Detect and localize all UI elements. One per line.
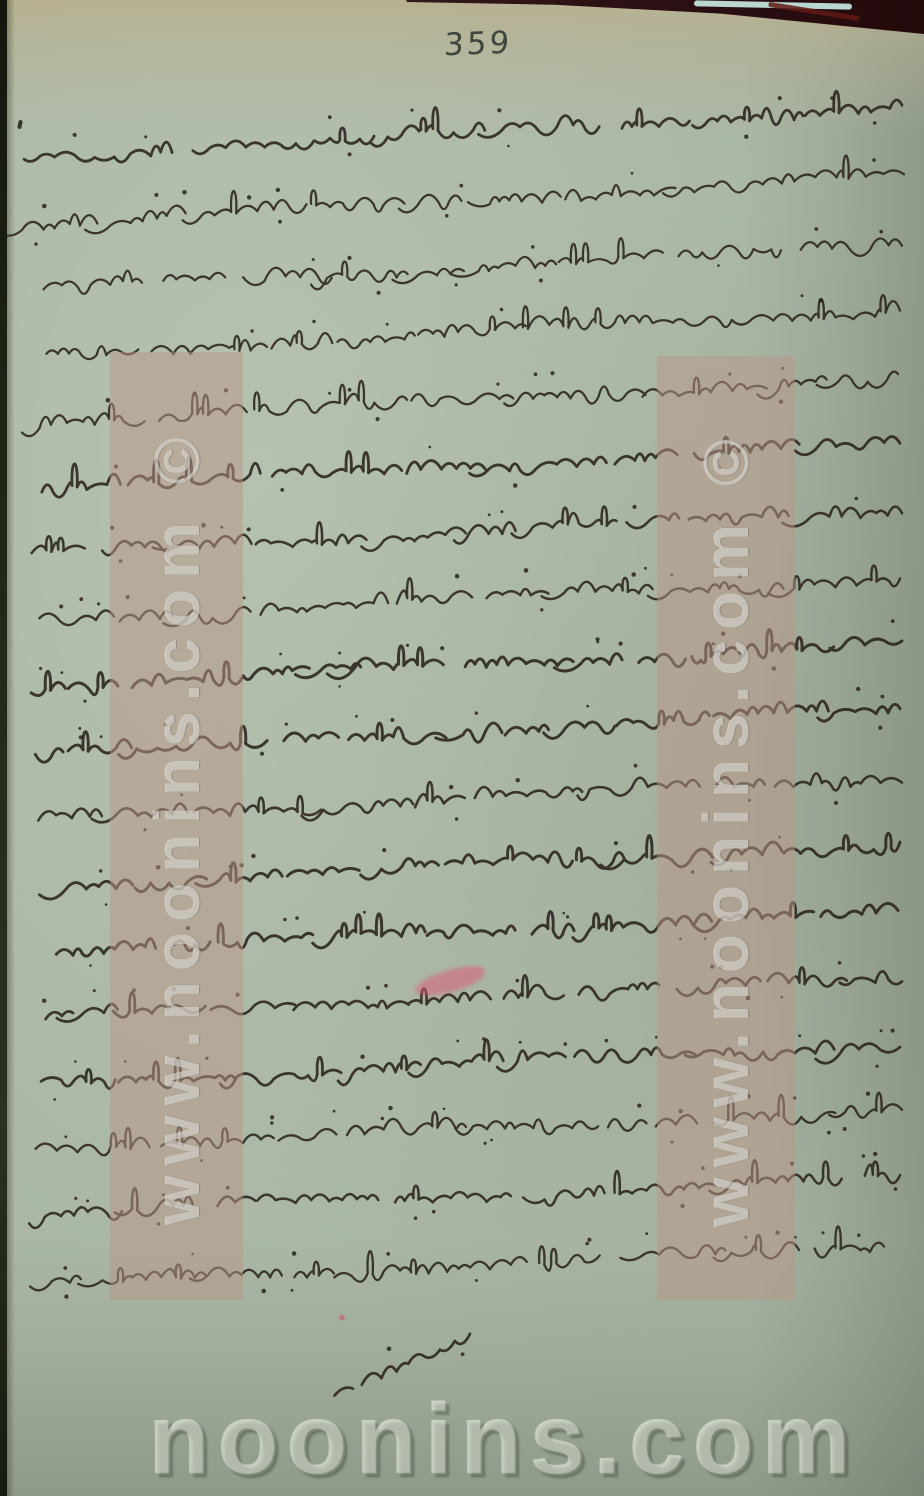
watermark-right-band bbox=[657, 356, 795, 1300]
diacritic-dot bbox=[645, 1232, 648, 1235]
diacritic-dot bbox=[862, 1154, 866, 1158]
diacritic-dot bbox=[587, 1238, 591, 1242]
diacritic-dot bbox=[534, 372, 538, 376]
diacritic-dot bbox=[878, 726, 882, 730]
diacritic-dot bbox=[519, 1041, 522, 1044]
diacritic-dot bbox=[386, 1252, 390, 1256]
diacritic-dot bbox=[855, 497, 859, 501]
watermark-left-text: www.noonins.com © bbox=[140, 427, 213, 1225]
diacritic-dot bbox=[443, 1108, 446, 1111]
diacritic-dot bbox=[818, 298, 822, 302]
diacritic-dot bbox=[540, 608, 543, 611]
diacritic-dot bbox=[432, 1210, 436, 1214]
diacritic-dot bbox=[79, 597, 83, 601]
diacritic-dot bbox=[285, 723, 288, 726]
diacritic-dot bbox=[89, 964, 92, 967]
book-gutter-edge bbox=[0, 0, 7, 1496]
diacritic-dot bbox=[384, 984, 388, 988]
diacritic-dot bbox=[328, 115, 332, 119]
watermark-bottom-text: noonins.com bbox=[150, 1385, 861, 1496]
diacritic-dot bbox=[516, 778, 520, 782]
diacritic-dot bbox=[93, 989, 96, 992]
diacritic-dot bbox=[459, 184, 463, 188]
diacritic-dot bbox=[631, 172, 634, 175]
diacritic-dot bbox=[283, 918, 287, 922]
diacritic-dot bbox=[879, 230, 883, 234]
diacritic-dot bbox=[428, 446, 431, 449]
diacritic-dot bbox=[333, 1110, 336, 1113]
diacritic-dot bbox=[516, 979, 520, 983]
diacritic-dot bbox=[42, 204, 47, 209]
diacritic-dot bbox=[838, 961, 842, 965]
diacritic-dot bbox=[279, 653, 282, 656]
diacritic-dot bbox=[381, 1117, 384, 1120]
diacritic-dot bbox=[99, 869, 102, 872]
diacritic-dot bbox=[550, 371, 554, 375]
diacritic-dot bbox=[387, 1347, 392, 1352]
diacritic-dot bbox=[390, 718, 394, 722]
diacritic-dot bbox=[338, 685, 341, 688]
diacritic-dot bbox=[363, 911, 366, 914]
diacritic-dot bbox=[596, 641, 599, 644]
diacritic-dot bbox=[247, 527, 251, 531]
diacritic-dot bbox=[857, 1234, 860, 1237]
diacritic-dot bbox=[513, 483, 518, 488]
diacritic-dot bbox=[894, 1187, 898, 1191]
diacritic-dot bbox=[500, 510, 503, 513]
diacritic-dot bbox=[717, 264, 720, 267]
diacritic-dot bbox=[291, 1289, 294, 1292]
diacritic-dot bbox=[251, 854, 255, 858]
diacritic-dot bbox=[83, 700, 86, 703]
diacritic-dot bbox=[830, 96, 834, 100]
diacritic-dot bbox=[801, 294, 804, 297]
diacritic-dot bbox=[312, 258, 315, 261]
diacritic-dot bbox=[564, 1042, 568, 1046]
diacritic-dot bbox=[873, 121, 877, 125]
diacritic-dot bbox=[154, 193, 158, 197]
diacritic-dot bbox=[97, 602, 100, 605]
diacritic-dot bbox=[891, 619, 895, 623]
diacritic-dot bbox=[632, 505, 636, 509]
diacritic-dot bbox=[86, 1199, 89, 1202]
diacritic-dot bbox=[497, 108, 501, 112]
watermark-right-text: www.noonins.com © bbox=[690, 429, 762, 1227]
diacritic-dot bbox=[100, 735, 103, 738]
diacritic-dot bbox=[605, 1039, 609, 1043]
diacritic-dot bbox=[484, 1142, 487, 1145]
diacritic-dot bbox=[744, 135, 748, 139]
diacritic-dot bbox=[539, 279, 543, 283]
diacritic-dot bbox=[39, 667, 42, 670]
diacritic-dot bbox=[74, 1197, 77, 1200]
diacritic-dot bbox=[566, 915, 569, 918]
diacritic-dot bbox=[355, 715, 358, 718]
diacritic-dot bbox=[637, 1104, 641, 1108]
book-gutter-edge-soft bbox=[7, 0, 15, 1496]
diacritic-dot bbox=[461, 1352, 465, 1356]
diacritic-dot bbox=[866, 1092, 870, 1096]
diacritic-dot bbox=[366, 986, 370, 990]
diacritic-dot bbox=[455, 574, 460, 579]
diacritic-dot bbox=[507, 145, 510, 148]
diacritic-dot bbox=[270, 1115, 274, 1119]
diacritic-dot bbox=[585, 1242, 589, 1246]
diacritic-dot bbox=[891, 1029, 895, 1033]
diacritic-dot bbox=[631, 572, 636, 577]
diacritic-dot bbox=[270, 1121, 273, 1124]
diacritic-dot bbox=[814, 227, 818, 231]
diacritic-dot bbox=[60, 671, 63, 674]
manuscript-line bbox=[334, 1334, 470, 1396]
diacritic-dot bbox=[386, 323, 389, 326]
manuscript-line bbox=[46, 295, 900, 359]
diacritic-dot bbox=[360, 1055, 364, 1059]
diacritic-dot bbox=[445, 214, 449, 218]
diacritic-dot bbox=[880, 1029, 883, 1032]
diacritic-dot bbox=[347, 256, 351, 260]
diacritic-dot bbox=[406, 644, 409, 647]
diacritic-dot bbox=[856, 687, 860, 691]
diacritic-dot bbox=[455, 283, 458, 286]
diacritic-dot bbox=[280, 488, 284, 492]
diacritic-dot bbox=[276, 188, 280, 192]
diacritic-dot bbox=[73, 133, 77, 137]
diacritic-dot bbox=[376, 417, 380, 421]
diacritic-dot bbox=[843, 1127, 847, 1131]
diacritic-dot bbox=[410, 109, 413, 112]
diacritic-dot bbox=[586, 705, 589, 708]
diacritic-dot bbox=[531, 245, 535, 249]
watermark-left-band bbox=[110, 352, 243, 1300]
diacritic-dot bbox=[798, 1034, 801, 1037]
diacritic-dot bbox=[278, 220, 282, 224]
diacritic-dot bbox=[563, 912, 566, 915]
red-ink-dot bbox=[339, 1315, 345, 1320]
diacritic-dot bbox=[482, 1037, 486, 1041]
manuscript-line bbox=[44, 238, 903, 294]
diacritic-dot bbox=[182, 190, 187, 195]
diacritic-dot bbox=[488, 513, 491, 516]
diacritic-dot bbox=[328, 392, 331, 395]
diacritic-dot bbox=[295, 916, 299, 920]
diacritic-dot bbox=[455, 817, 459, 821]
diacritic-dot bbox=[382, 848, 386, 852]
diacritic-dot bbox=[292, 1251, 297, 1256]
diacritic-dot bbox=[338, 652, 341, 655]
diacritic-dot bbox=[53, 1098, 56, 1101]
diacritic-dot bbox=[490, 1139, 493, 1142]
diacritic-dot bbox=[873, 1152, 877, 1156]
diacritic-dot bbox=[34, 242, 37, 245]
diacritic-dot bbox=[449, 785, 453, 789]
diacritic-dot bbox=[243, 596, 246, 599]
diacritic-dot bbox=[247, 195, 251, 199]
diacritic-dot bbox=[250, 329, 253, 332]
diacritic-dot bbox=[834, 801, 838, 805]
diacritic-dot bbox=[496, 383, 499, 386]
diacritic-dot bbox=[348, 152, 352, 156]
diacritic-dot bbox=[312, 320, 315, 323]
diacritic-dot bbox=[59, 605, 63, 609]
diacritic-dot bbox=[74, 1060, 77, 1063]
page-number: 359 bbox=[443, 24, 514, 64]
diacritic-dot bbox=[644, 567, 647, 570]
diacritic-dot bbox=[388, 1106, 392, 1110]
diacritic-dot bbox=[105, 903, 108, 906]
diacritic-dot bbox=[876, 1065, 879, 1068]
diacritic-dot bbox=[144, 135, 147, 138]
diacritic-dot bbox=[42, 999, 46, 1003]
diacritic-dot bbox=[872, 158, 876, 162]
diacritic-dot bbox=[475, 711, 478, 714]
diacritic-dot bbox=[778, 96, 782, 100]
diacritic-dot bbox=[827, 1131, 831, 1135]
diacritic-dot bbox=[260, 752, 264, 756]
diacritic-dot bbox=[64, 1135, 67, 1138]
diacritic-dot bbox=[634, 764, 638, 768]
diacritic-dot bbox=[524, 568, 529, 573]
diacritic-dot bbox=[456, 1040, 459, 1043]
diacritic-dot bbox=[440, 646, 444, 650]
diacritic-dot bbox=[500, 308, 504, 312]
diacritic-dot bbox=[619, 642, 623, 646]
diacritic-dot bbox=[63, 1266, 67, 1270]
diacritic-dot bbox=[78, 727, 81, 730]
diacritic-dot bbox=[881, 695, 885, 699]
diacritic-dot bbox=[377, 291, 381, 295]
diacritic-dot bbox=[475, 1279, 478, 1282]
diacritic-dot bbox=[79, 735, 83, 739]
diacritic-dot bbox=[822, 1231, 825, 1234]
diacritic-dot bbox=[64, 1294, 68, 1298]
manuscript-line bbox=[0, 155, 904, 235]
manuscript-line bbox=[24, 91, 902, 162]
diacritic-dot bbox=[348, 388, 352, 392]
diacritic-dot bbox=[614, 841, 618, 845]
diacritic-dot bbox=[261, 1289, 266, 1294]
diacritic-dot bbox=[414, 1216, 418, 1220]
